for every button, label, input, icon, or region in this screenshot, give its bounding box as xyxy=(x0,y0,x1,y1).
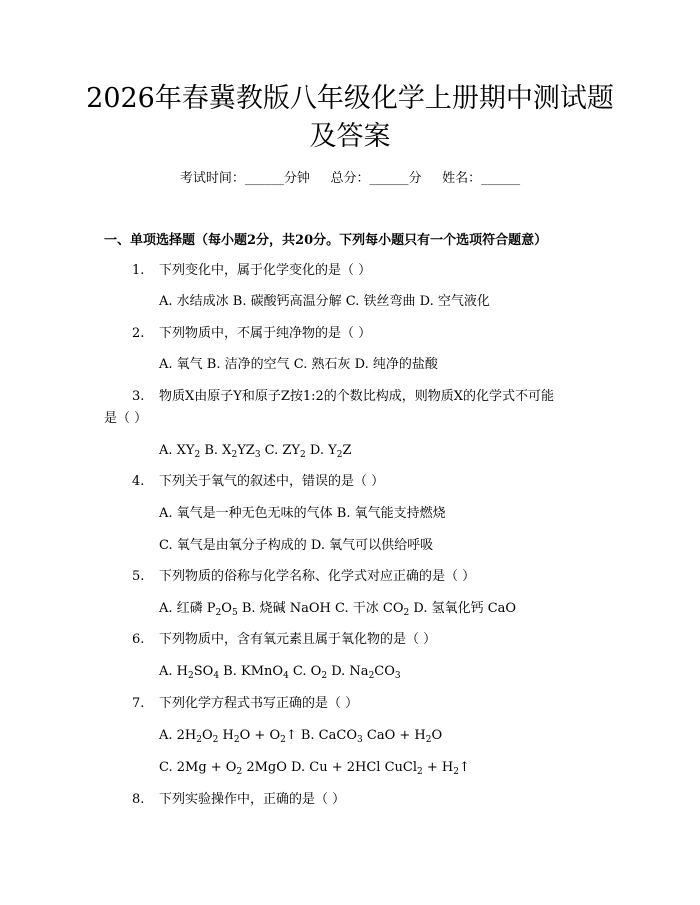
question-text: 下列物质中，含有氧元素且属于氧化物的是（ ） xyxy=(159,632,437,647)
question-7-options-line1: A. $2H_2O_2$ $H_2O$ + $O_2↑$ B. CaCO$_3$ CaO + $H_2O$ xyxy=(159,728,443,745)
question-number: 8. xyxy=(132,792,145,807)
question-number: 4. xyxy=(132,474,145,489)
question-1-options: A. 水结成冰 B. 碳酸钙高温分解 C. 铁丝弯曲 D. 空气液化 xyxy=(159,294,490,309)
question-text: 下列化学方程式书写正确的是（ ） xyxy=(159,696,359,711)
question-6-options: A. $H_2SO_4$ B. KMnO$_4$ C. $O_2$ D. $Na_2CO_3$ xyxy=(159,664,401,681)
question-3-continued: 是（ ） xyxy=(104,411,148,426)
question-8 xyxy=(132,791,345,809)
exam-meta: 考试时间：______分钟 总分：______分 姓名：______ xyxy=(179,171,521,186)
question-number: 6. xyxy=(132,632,145,647)
question-4-options-line2: C. 氧气是由氧分子构成的 D. 氧气可以供给呼吸 xyxy=(159,538,434,553)
question-2 xyxy=(132,325,371,343)
question-6 xyxy=(132,631,436,649)
question-5 xyxy=(132,568,475,586)
question-text: 下列物质中，不属于纯净物的是（ ） xyxy=(159,326,372,341)
question-4-options-line1: A. 氧气是一种无色无味的气体 B. 氧气能支持燃烧 xyxy=(159,506,446,521)
question-text: 物质X由原子Y和原子Z按1:2的个数比构成，则物质X的化学式不可能 xyxy=(159,389,555,404)
question-number: 1. xyxy=(132,263,145,278)
question-7-options-line2: C. $2Mg + O_2$ 2MgO D. Cu + 2HCl CuCl$_2$ + $H_2↑$ xyxy=(159,760,470,777)
question-1 xyxy=(132,262,371,280)
question-number: 7. xyxy=(132,696,145,711)
question-number: 5. xyxy=(132,569,145,584)
page-title: 2026年春冀教版八年级化学上册期中测试题 xyxy=(86,83,614,114)
question-3-options: A. $XY_2$ B. $X_2YZ_3$ C. $ZY_2$ D. $Y_2Z$ xyxy=(159,443,352,460)
question-3 xyxy=(132,388,554,406)
question-text: 下列关于氧气的叙述中，错误的是（ ） xyxy=(159,474,385,489)
question-text: 下列实验操作中，正确的是（ ） xyxy=(159,792,346,807)
question-number: 3. xyxy=(132,389,145,404)
question-2-options: A. 氧气 B. 洁净的空气 C. 熟石灰 D. 纯净的盐酸 xyxy=(159,357,438,372)
section-heading: 一、单项选择题（每小题2分，共20分。下列每小题只有一个选项符合题意） xyxy=(104,233,548,248)
question-5-options: A. 红磷 $P_2O_5$ B. 烧碱 NaOH C. 干冰 $CO_2$ D. 氢氧化钙 CaO xyxy=(159,601,517,618)
page-title-line2: 及答案 xyxy=(309,121,391,152)
question-text: 下列变化中，属于化学变化的是（ ） xyxy=(159,263,372,278)
question-text: 下列物质的俗称与化学名称、化学式对应正确的是（ ） xyxy=(159,569,476,584)
question-number: 2. xyxy=(132,326,145,341)
question-4 xyxy=(132,473,384,491)
question-7 xyxy=(132,695,358,713)
